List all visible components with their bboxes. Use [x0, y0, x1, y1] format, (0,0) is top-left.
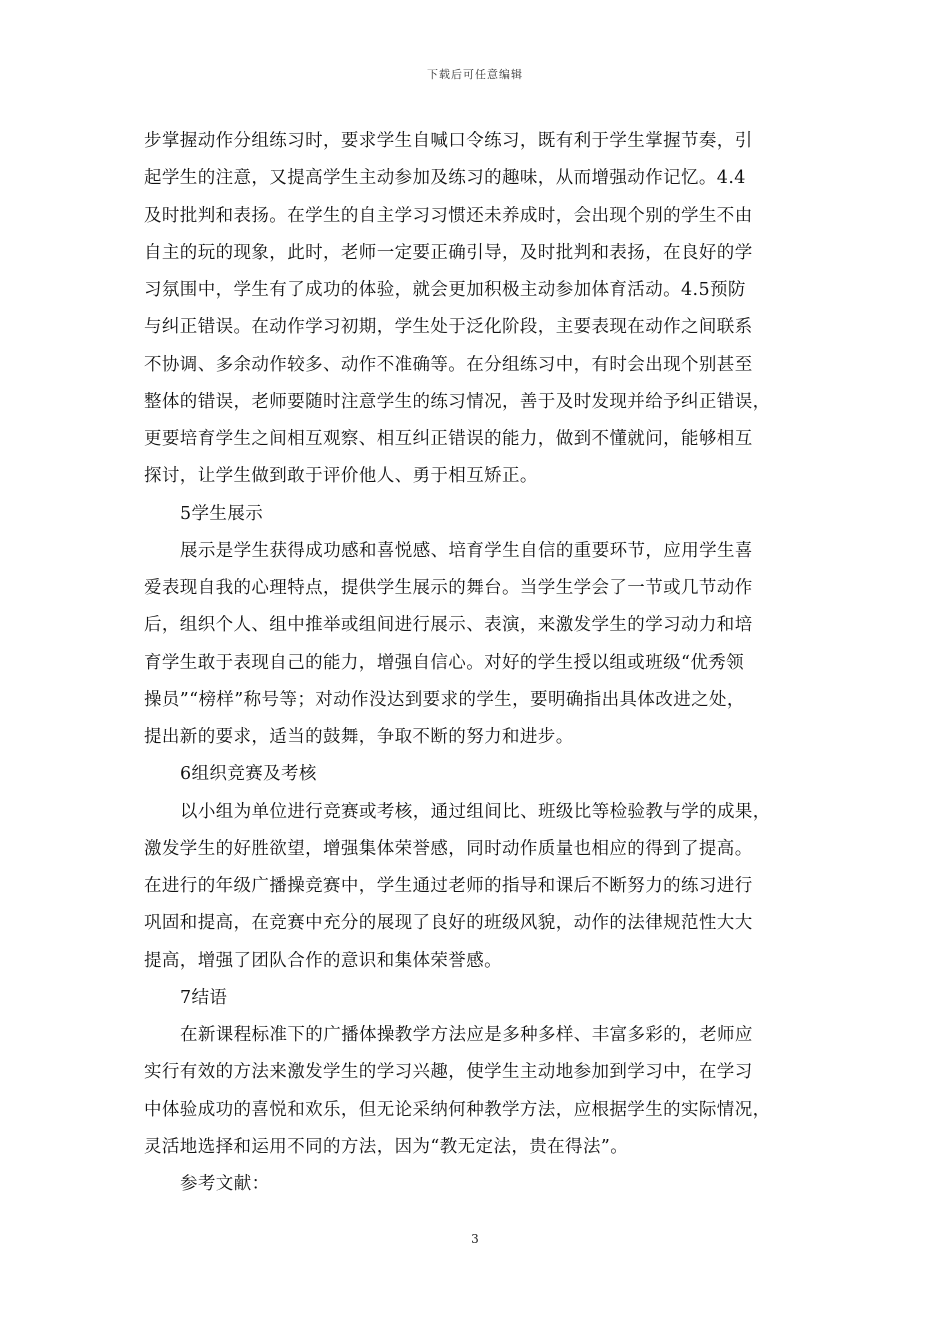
text-line: 起学生的注意，又提高学生主动参加及练习的趣味，从而增强动作记忆。4.4	[144, 168, 746, 189]
text-line: 整体的错误，老师要随时注意学生的练习情况，善于及时发现并给予纠正错误，	[144, 391, 771, 412]
text-line: 及时批判和表扬。在学生的自主学习习惯还未养成时，会出现个别的学生不由	[144, 205, 753, 226]
references-heading: 参考文献：	[180, 1174, 270, 1194]
text-line: 自主的玩的现象，此时，老师一定要正确引导，及时批判和表扬，在良好的学	[144, 242, 753, 263]
text-line: 在进行的年级广播操竞赛中，学生通过老师的指导和课后不断努力的练习进行	[144, 876, 753, 896]
text-line: 爱表现自我的心理特点，提供学生展示的舞台。当学生学会了一节或几节动作	[144, 578, 753, 598]
paragraph-first-line: 展示是学生获得成功感和喜悦感、培育学生自信的重要环节，应用学生喜	[180, 540, 753, 561]
text-line: 探讨，让学生做到敢于评价他人、勇于相互矫正。	[144, 466, 538, 487]
text-line: 育学生敢于表现自己的能力，增强自信心。对好的学生授以组或班级“优秀领	[144, 652, 745, 673]
page-number: 3	[471, 1232, 479, 1246]
text-line: 实行有效的方法来激发学生的学习兴趣，使学生主动地参加到学习中，在学习	[144, 1062, 753, 1083]
section-heading: 5学生展示	[180, 503, 264, 524]
text-line: 步掌握动作分组练习时，要求学生自喊口令练习，既有利于学生掌握节奏，引	[144, 131, 753, 151]
text-line: 激发学生的好胜欲望，增强集体荣誉感，同时动作质量也相应的得到了提高。	[144, 838, 753, 859]
text-line: 操员”“榜样”称号等；对动作没达到要求的学生，要明确指出具体改进之处，	[144, 689, 745, 710]
paragraph-first-line: 在新课程标准下的广播体操教学方法应是多种多样、丰富多彩的，老师应	[180, 1025, 753, 1045]
text-line: 不协调、多余动作较多、动作不准确等。在分组练习中，有时会出现个别甚至	[144, 354, 753, 375]
text-line: 习氛围中，学生有了成功的体验，就会更加积极主动参加体育活动。4.5预防	[144, 280, 746, 300]
text-line: 更要培育学生之间相互观察、相互纠正错误的能力，做到不懂就问，能够相互	[144, 429, 753, 449]
page-header: 下载后可任意编辑	[427, 68, 523, 81]
text-line: 与纠正错误。在动作学习初期，学生处于泛化阶段，主要表现在动作之间联系	[144, 317, 753, 338]
document-body	[144, 123, 820, 1203]
text-line: 灵活地选择和运用不同的方法，因为“教无定法，贵在得法”。	[144, 1136, 629, 1157]
section-heading: 7结语	[180, 987, 228, 1008]
section-heading: 6组织竞赛及考核	[180, 764, 317, 785]
text-line: 提出新的要求，适当的鼓舞，争取不断的努力和进步。	[144, 727, 574, 747]
text-line: 中体验成功的喜悦和欢乐，但无论采纳何种教学方法，应根据学生的实际情况，	[144, 1099, 771, 1120]
text-line: 提高，增强了团队合作的意识和集体荣誉感。	[144, 950, 502, 971]
text-line: 巩固和提高，在竞赛中充分的展现了良好的班级风貌，动作的法律规范性大大	[144, 913, 753, 934]
paragraph-first-line: 以小组为单位进行竞赛或考核，通过组间比、班级比等检验教与学的成果，	[180, 801, 771, 822]
text-line: 后，组织个人、组中推举或组间进行展示、表演，来激发学生的学习动力和培	[144, 615, 753, 636]
